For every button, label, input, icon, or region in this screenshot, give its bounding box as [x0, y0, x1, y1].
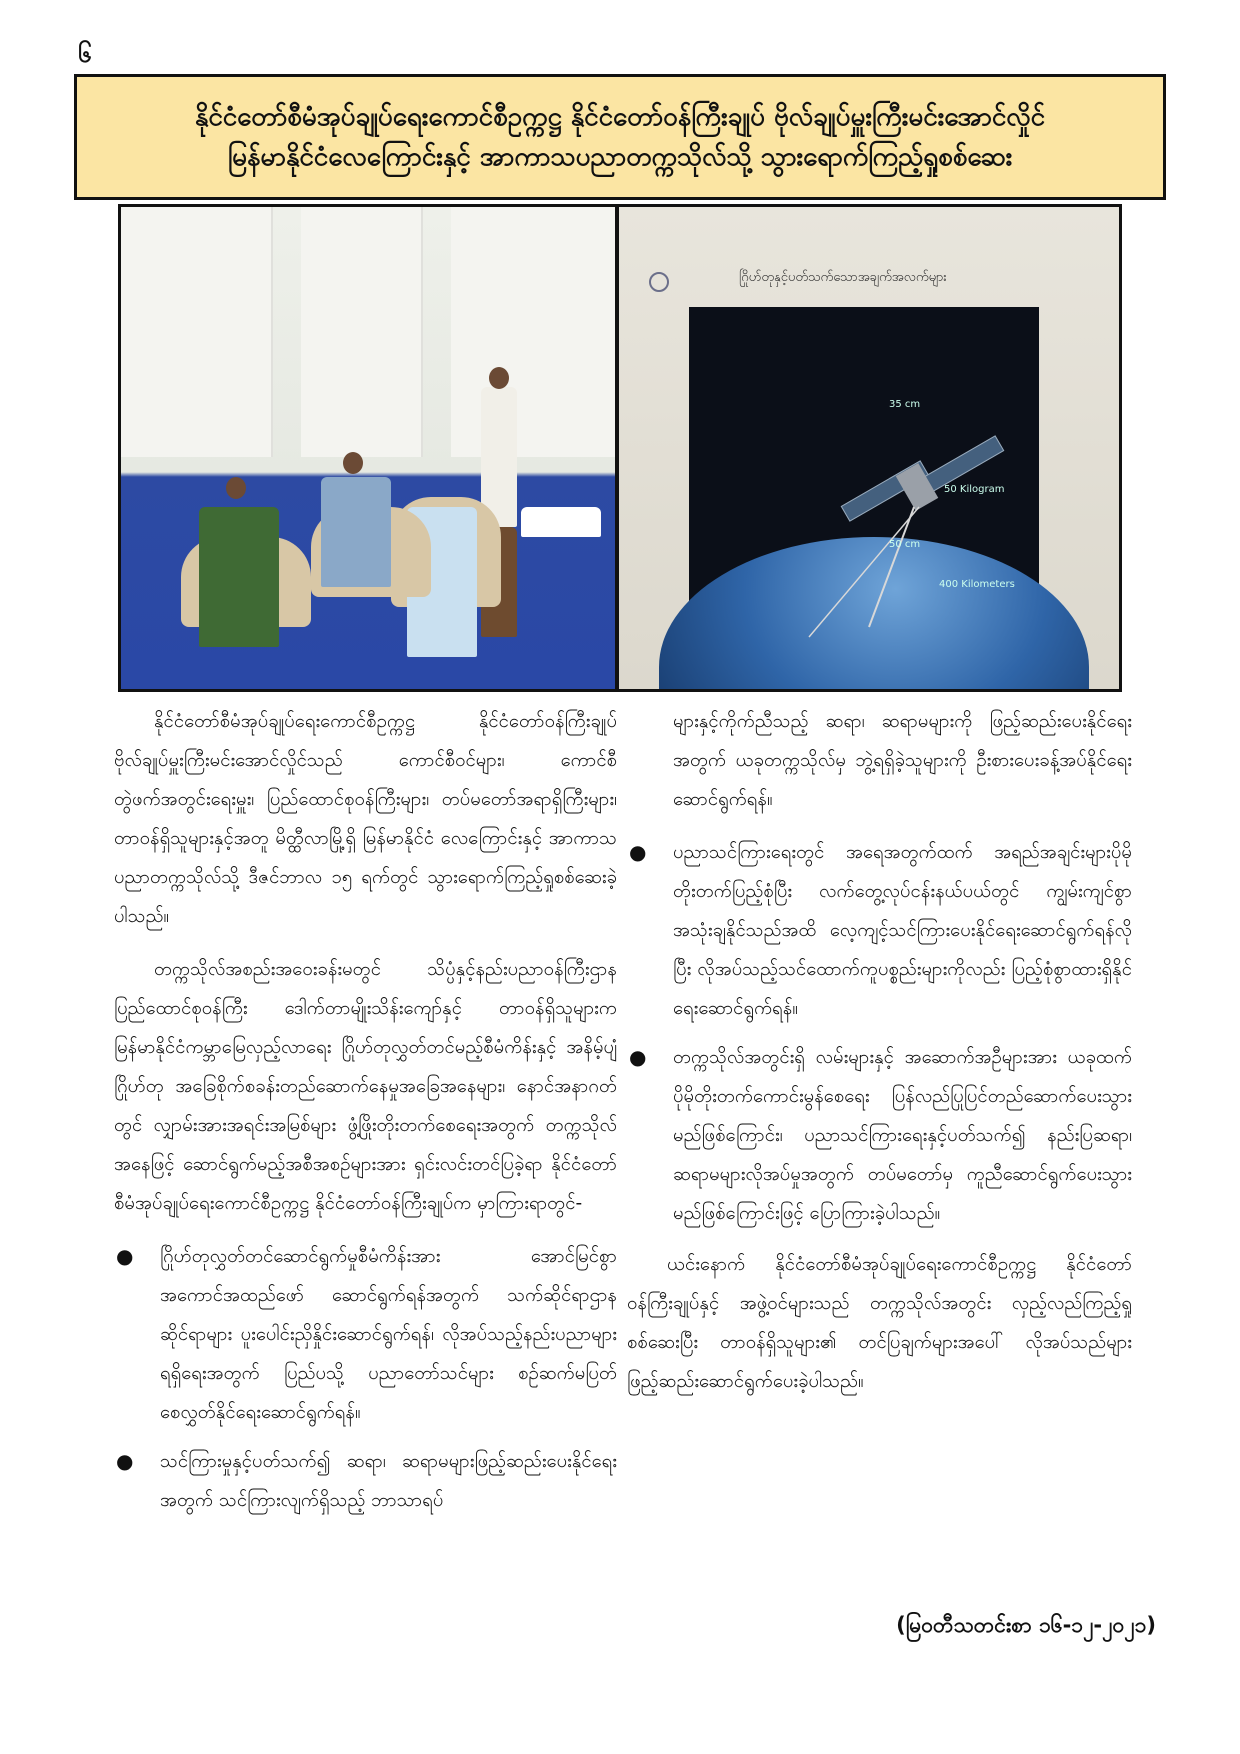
list-item: ● ဂြိုဟ်တုလွှတ်တင်ဆောင်ရွက်မှုစီမံကိန်းအား အောင်မြင်စွာအကောင်အထည်ဖော် ဆောင်ရွက်ရန်အတွက် သက်ဆိုင်ရာဌာနဆိုင်ရာများ ပူးပေါင်းညှိနှိုင်းဆောင်ရွက်ရန်၊ လိုအပ်သည့်နည်းပညာများရရှိရေးအတွက် ပြည်ပသို့ ပညာတော်သင်များ စဉ်ဆက်မပြတ်စေလွှတ်နိုင်ရေးဆောင်ရွက်ရန်။	[114, 1237, 617, 1432]
closing-paragraph: ယင်းနောက် နိုင်ငံတော်စီမံအုပ်ချုပ်ရေးကောင်စီဥက္ကဋ္ဌ နိုင်ငံတော်ဝန်ကြီးချုပ်နှင့် အဖွဲ့ဝင်များသည် တက္ကသိုလ်အတွင်း လှည့်လည်ကြည့်ရှုစစ်ဆေးပြီး တာဝန်ရှိသူများ၏ တင်ပြချက်များအပေါ် လိုအပ်သည်များဖြည့်ဆည်းဆောင်ရွက်ပေးခဲ့ပါသည်။	[627, 1254, 1132, 1392]
photo-strip	[118, 204, 1122, 692]
projection-screen	[689, 307, 1039, 687]
headline-line-2: မြန်မာနိုင်ငံလေကြောင်းနှင့် အာကာသပညာတက္ကသိုလ်သို့ သွားရောက်ကြည့်ရှုစစ်ဆေး	[227, 142, 1013, 172]
satellite-diagram-lines	[689, 307, 1039, 687]
source-citation: (မြဝတီသတင်းစာ ၁၆-၁၂-၂၀၂၁)	[896, 1613, 1156, 1637]
right-column	[627, 702, 1132, 1415]
satellite-slide-photo	[619, 207, 1119, 689]
left-bullet-list	[114, 1237, 617, 1520]
list-item: ● ပညာသင်ကြားရေးတွင် အရေအတွက်ထက် အရည်အချင်းများပိုမိုတိုးတက်ပြည့်စုံပြီး လက်တွေ့လုပ်ငန်းနယ်ပယ်တွင် ကျွမ်းကျင်စွာအသုံးချနိုင်သည်အထိ လေ့ကျင့်သင်ကြားပေးနိုင်ရေးဆောင်ရွက်ရန်လိုပြီး လိုအပ်သည့်သင်ထောက်ကူပစ္စည်းများကိုလည်း ပြည့်စုံစွာထားရှိနိုင်ရေးဆောင်ရွက်ရန်။	[627, 833, 1132, 1028]
right-bullet-list	[627, 833, 1132, 1233]
left-column	[114, 702, 617, 1532]
label-50cm: 50 cm	[889, 539, 921, 550]
intro-paragraph: နိုင်ငံတော်စီမံအုပ်ချုပ်ရေးကောင်စီဥက္ကဋ္ဌ နိုင်ငံတော်ဝန်ကြီးချုပ် ဗိုလ်ချုပ်မှူးကြီးမင်းအောင်လှိုင်သည် ကောင်စီဝင်များ၊ ကောင်စီတွဲဖက်အတွင်းရေးမှူး၊ ပြည်ထောင်စုဝန်ကြီးများ၊ တပ်မတော်အရာရှိကြီးများ၊ တာဝန်ရှိသူများနှင့်အတူ မိတ္ထီလာမြို့ရှိ မြန်မာနိုင်ငံ လေကြောင်းနှင့် အာကာသပညာတက္ကသိုလ်သို့ ဒီဇင်ဘာလ ၁၅ ရက်တွင် သွားရောက်ကြည့်ရှုစစ်ဆေးခဲ့ပါသည်။	[114, 711, 617, 927]
page-number: ၆	[78, 40, 92, 68]
label-400km: 400 Kilometers	[939, 579, 1015, 590]
list-item: ● သင်ကြားမှုနှင့်ပတ်သက်၍ ဆရာ၊ ဆရာမများဖြည့်ဆည်းပေးနိုင်ရေးအတွက် သင်ကြားလျက်ရှိသည့် ဘာသာရပ်	[114, 1442, 617, 1520]
list-item: ● တက္ကသိုလ်အတွင်းရှိ လမ်းများနှင့် အဆောက်အဦများအား ယခုထက်ပိုမိုတိုးတက်ကောင်းမွန်စေရေး ပြန်လည်ပြုပြင်တည်ဆောက်ပေးသွားမည်ဖြစ်ကြောင်း၊ ပညာသင်ကြားရေးနှင့်ပတ်သက်၍ နည်းပြဆရာ၊ ဆရာမများလိုအပ်မှုအတွက် တပ်မတော်မှ ကူညီဆောင်ရွက်ပေးသွားမည်ဖြစ်ကြောင်းဖြင့် ပြောကြားခဲ့ပါသည်။	[627, 1038, 1132, 1233]
headline-line-1: နိုင်ငံတော်စီမံအုပ်ချုပ်ရေးကောင်စီဥက္ကဋ္ဌ နိုင်ငံတော်ဝန်ကြီးချုပ် ဗိုလ်ချုပ်မှူးကြီးမင်းအောင်လှိုင်	[194, 101, 1046, 132]
slide-title: ဂြိုဟ်တုနှင့်ပတ်သက်သောအချက်အလက်များ	[739, 270, 947, 285]
label-35cm: 35 cm	[889, 399, 921, 410]
briefing-paragraph: တက္ကသိုလ်အစည်းအဝေးခန်းမတွင် သိပ္ပံနှင့်နည်းပညာဝန်ကြီးဌာန ပြည်ထောင်စုဝန်ကြီး ဒေါက်တာမျိုးသိန်းကျော်နှင့် တာဝန်ရှိသူများက မြန်မာနိုင်ငံကမ္ဘာမြေလှည့်လာရေး ဂြိုဟ်တုလွှတ်တင်မည့်စီမံကိန်းနှင့် အနိမ့်ပျံဂြိုဟ်တု အခြေစိုက်စခန်းတည်ဆောက်နေမှုအခြေအနေများ၊ နောင်အနာဂတ်တွင် လျှာမ်းအားအရင်းအမြစ်များ ဖွံ့ဖြိုးတိုးတက်စေရေးအတွက် တက္ကသိုလ်အနေဖြင့် ဆောင်ရွက်မည့်အစီအစဉ်များအား ရှင်းလင်းတင်ပြခဲ့ရာ နိုင်ငံတော်စီမံအုပ်ချုပ်ရေးကောင်စီဥက္ကဋ္ဌ နိုင်ငံတော်ဝန်ကြီးချုပ်က မှာကြားရာတွင်-	[114, 959, 617, 1214]
slide-logo-icon	[649, 272, 669, 292]
headline-box	[74, 74, 1166, 200]
meeting-room-photo	[121, 207, 615, 689]
label-50kg: 50 Kilogram	[944, 484, 1005, 495]
continued-paragraph: များနှင့်ကိုက်ညီသည့် ဆရာ၊ ဆရာမများကို ဖြည့်ဆည်းပေးနိုင်ရေးအတွက် ယခုတက္ကသိုလ်မှ ဘွဲ့ရရှိခဲ့သူများကို ဦးစားပေးခန့်အပ်နိုင်ရေး ဆောင်ရွက်ရန်။	[673, 711, 1132, 810]
